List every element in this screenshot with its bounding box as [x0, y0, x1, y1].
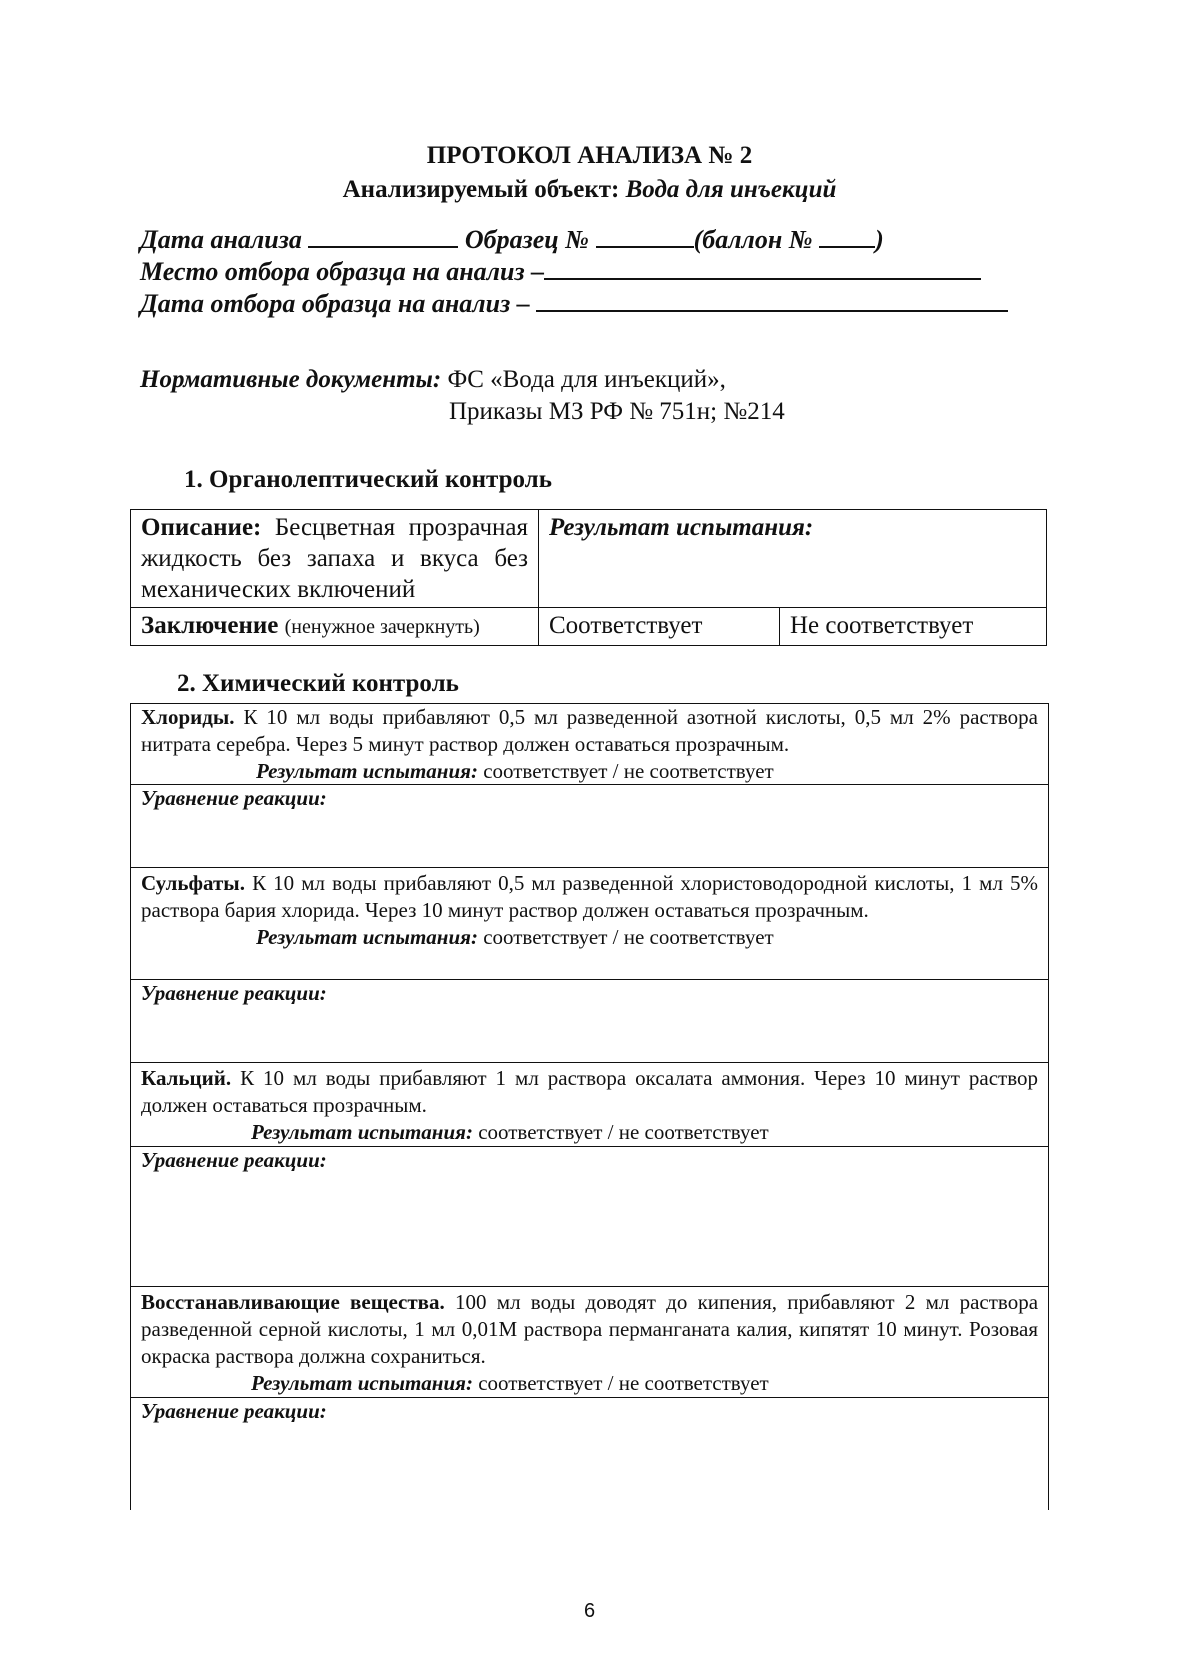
conclusion-note: (ненужное зачеркнуть) — [284, 616, 480, 638]
section2-title: 2. Химический контроль — [177, 670, 459, 697]
sampling-place-label: Место отбора образца на анализ – — [140, 257, 545, 286]
test-name: Хлориды. — [141, 705, 235, 729]
equation-label: Уравнение реакции: — [141, 981, 327, 1005]
result-label: Результат испытания: — [256, 759, 478, 783]
result-label: Результат испытания: — [251, 1120, 473, 1144]
test-text: К 10 мл воды прибавляют 1 мл раствора оксалата аммония. Через 10 минут раствор должен оставаться прозрачным. — [141, 1066, 1038, 1117]
cylinder-number-field[interactable] — [819, 224, 875, 248]
equation-calcium[interactable] — [131, 1147, 1048, 1287]
result-cell[interactable] — [539, 510, 1047, 608]
analyzed-object — [0, 176, 1179, 204]
test-calcium — [131, 1063, 1048, 1147]
test-chlorides — [131, 704, 1048, 785]
sample-number-field[interactable] — [596, 224, 694, 248]
equation-sulfates[interactable] — [131, 980, 1048, 1063]
sampling-date-field[interactable] — [536, 288, 1008, 312]
result-options[interactable]: соответствует / не соответствует — [483, 759, 774, 783]
test-name: Кальций. — [141, 1066, 232, 1090]
object-value: Вода для инъекций — [625, 176, 837, 203]
normative-line2: Приказы МЗ РФ № 751н; №214 — [449, 398, 785, 425]
result-label: Результат испытания: — [549, 514, 814, 541]
result-options[interactable]: соответствует / не соответствует — [483, 925, 774, 949]
test-result[interactable] — [141, 758, 1038, 785]
test-text: К 10 мл воды прибавляют 0,5 мл разведенной азотной кислоты, 0,5 мл 2% раствора нитрата серебра. Через 5 минут раствор должен оставаться прозрачным. — [141, 705, 1039, 756]
chemical-control-table — [130, 703, 1049, 1510]
sample-label: Образец № — [464, 225, 590, 254]
page-title: ПРОТОКОЛ АНАЛИЗА № 2 — [426, 142, 753, 169]
analysis-date-line — [140, 224, 884, 255]
option-complies[interactable]: Соответствует — [539, 608, 780, 646]
normative-docs — [140, 366, 726, 394]
result-options[interactable]: соответствует / не соответствует — [478, 1120, 769, 1144]
test-result[interactable] — [141, 1119, 1038, 1146]
object-label: Анализируемый объект: — [342, 176, 620, 203]
analysis-date-field[interactable] — [308, 224, 458, 248]
cylinder-label: (баллон № — [693, 225, 813, 254]
sampling-place-field[interactable] — [544, 256, 981, 280]
cylinder-close: ) — [875, 225, 884, 254]
conclusion-label: Заключение — [141, 612, 279, 639]
equation-label: Уравнение реакции: — [141, 1399, 327, 1423]
organoleptic-table — [130, 509, 1047, 646]
equation-reducing-substances[interactable] — [131, 1398, 1048, 1508]
page-number: 6 — [583, 1600, 596, 1622]
result-label: Результат испытания: — [256, 925, 478, 949]
option-not-complies[interactable]: Не соответствует — [780, 608, 1047, 646]
result-options[interactable]: соответствует / не соответствует — [478, 1371, 769, 1395]
equation-label: Уравнение реакции: — [141, 1148, 327, 1172]
test-sulfates — [131, 868, 1048, 980]
test-name: Восстанавливающие вещества. — [141, 1290, 445, 1314]
description-text: Бесцветная прозрачная жидкость без запаха и вкуса без механических включений — [141, 514, 528, 603]
normative-label: Нормативные документы: — [140, 366, 442, 393]
normative-line1: ФС «Вода для инъекций», — [447, 366, 726, 393]
description-cell — [131, 510, 539, 608]
sampling-date-line — [140, 288, 1008, 319]
test-reducing-substances — [131, 1287, 1048, 1398]
sampling-date-label: Дата отбора образца на анализ – — [140, 289, 530, 318]
analysis-date-label: Дата анализа — [140, 225, 302, 254]
equation-label: Уравнение реакции: — [141, 786, 327, 810]
result-label: Результат испытания: — [251, 1371, 473, 1395]
test-result[interactable] — [141, 924, 1038, 951]
test-text: К 10 мл воды прибавляют 0,5 мл разведенной хлористоводородной кислоты, 1 мл 5% раствора бария хлорида. Через 10 минут раствор должен оставаться прозрачным. — [141, 871, 1039, 922]
section1-title: 1. Органолептический контроль — [184, 466, 552, 493]
equation-chlorides[interactable] — [131, 785, 1048, 868]
conclusion-cell — [131, 608, 539, 646]
test-text: 100 мл воды доводят до кипения, прибавляют 2 мл раствора разведенной серной кислоты, 1 мл 0,01М раствора перманганата калия, кипятят 10 минут. Розовая окраска раствора должна сохраниться. — [141, 1290, 1039, 1368]
description-label: Описание: — [141, 514, 262, 541]
test-name: Сульфаты. — [141, 871, 245, 895]
sampling-place-line — [140, 256, 981, 287]
test-result[interactable] — [141, 1370, 1038, 1397]
